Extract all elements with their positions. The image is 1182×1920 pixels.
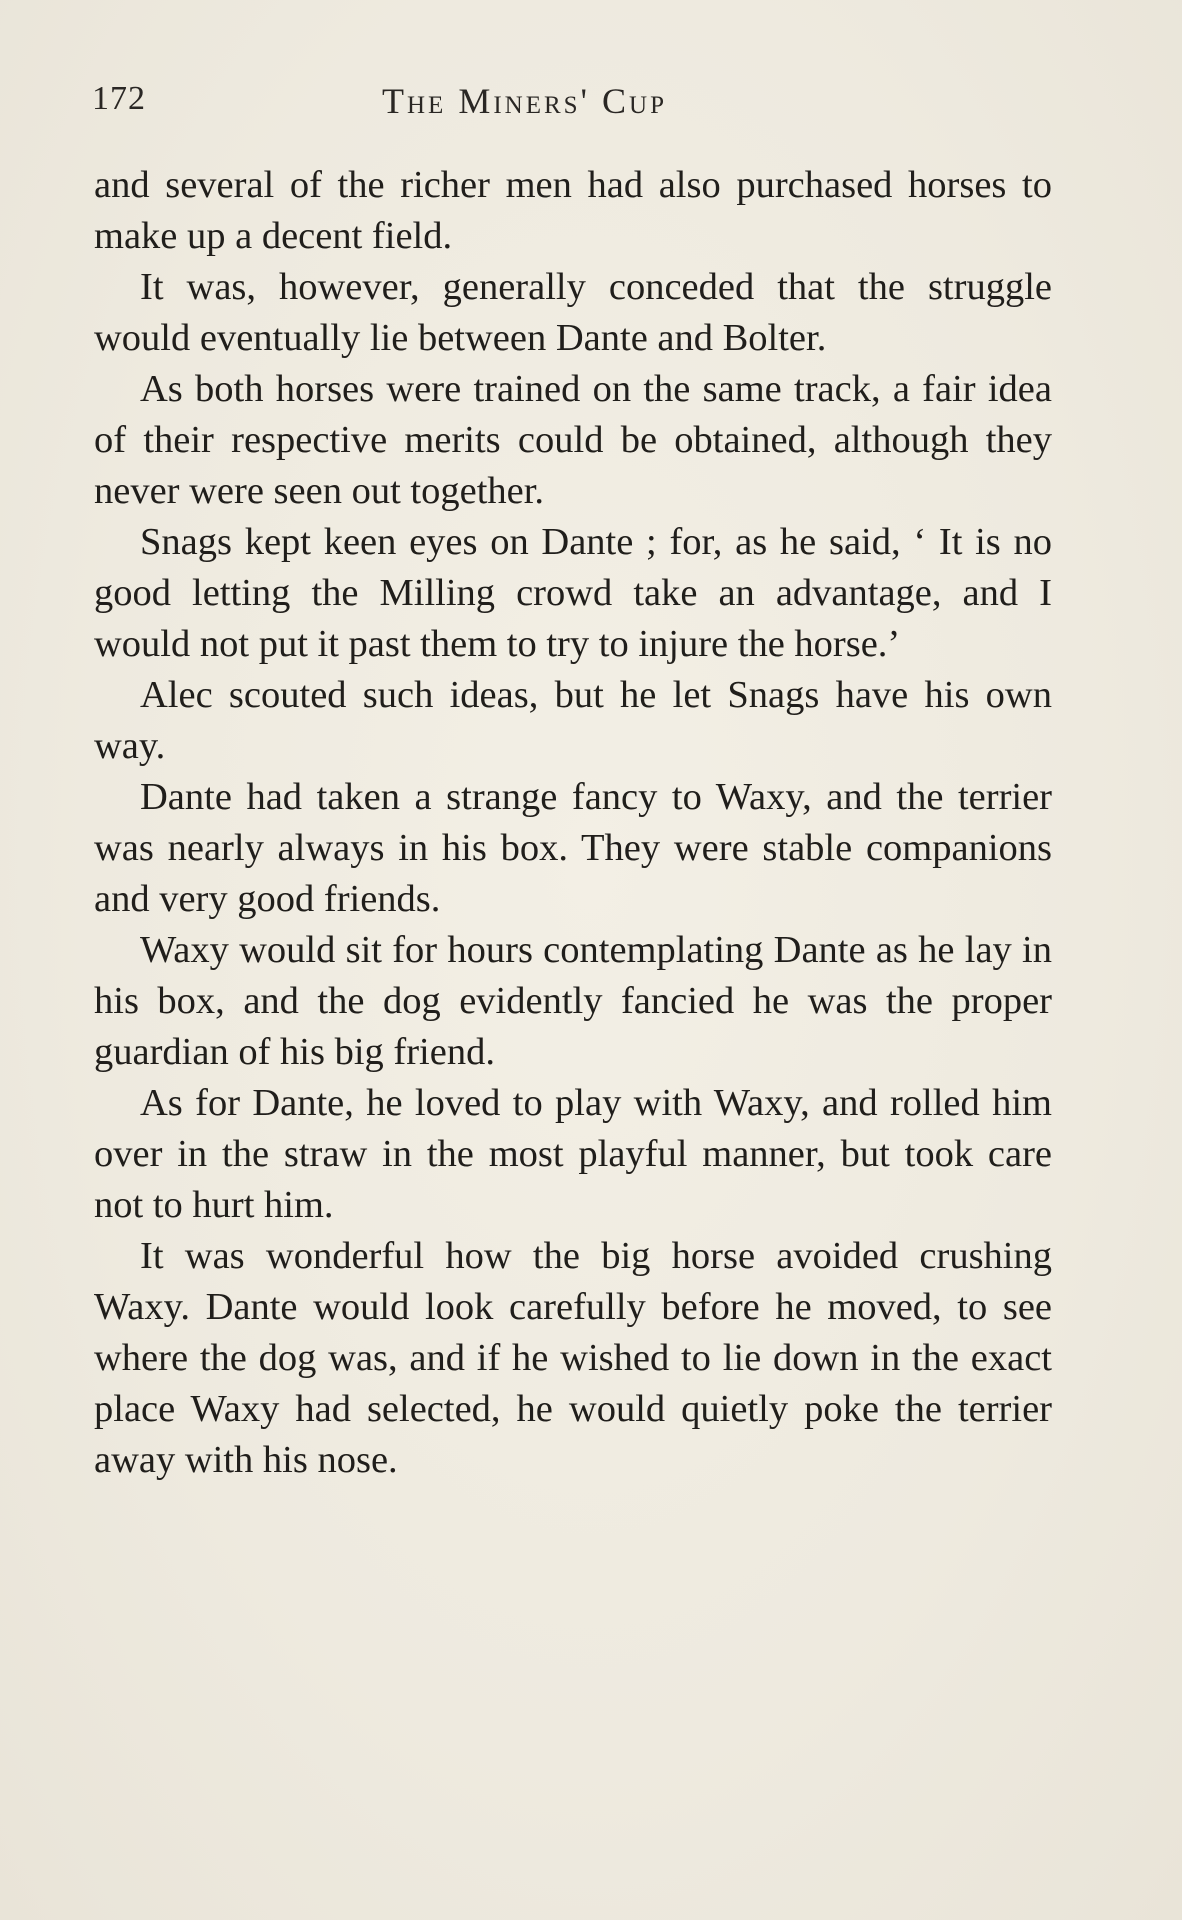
book-title: The Miners' Cup <box>382 81 668 121</box>
running-head <box>92 80 1046 128</box>
body-text <box>94 160 1052 1486</box>
paragraph-4: Snags kept keen eyes on Dante ; for, as he said, ‘ It is no good letting the Milling crowd take an advantage, and I would not put it past them to try to injure the horse.’ <box>94 521 1052 665</box>
paragraph-6: Dante had taken a strange fancy to Waxy, and the terrier was nearly always in his box. They were stable companions and very good friends. <box>94 776 1052 920</box>
paragraph-1: and several of the richer men had also purchased horses to make up a decent field. <box>94 164 1052 257</box>
paragraph-9: It was wonderful how the big horse avoided crushing Waxy. Dante would look carefully before he moved, to see where the dog was, and if he wished to lie down in the exact place Waxy had selected, he would quietly poke the terrier away with his nose. <box>94 1235 1052 1481</box>
paragraph-5: Alec scouted such ideas, but he let Snags have his own way. <box>94 674 1052 767</box>
paragraph-3: As both horses were trained on the same track, a fair idea of their respective merits could be obtained, although they never were seen out together. <box>94 368 1052 512</box>
paragraph-8: As for Dante, he loved to play with Waxy, and rolled him over in the straw in the most playful manner, but took care not to hurt him. <box>94 1082 1052 1226</box>
page-number: 172 <box>92 80 146 117</box>
paragraph-7: Waxy would sit for hours contemplating Dante as he lay in his box, and the dog evidently fancied he was the proper guardian of his big friend. <box>94 929 1052 1073</box>
paragraph-2: It was, however, generally conceded that the struggle would eventually lie between Dante and Bolter. <box>94 266 1052 359</box>
